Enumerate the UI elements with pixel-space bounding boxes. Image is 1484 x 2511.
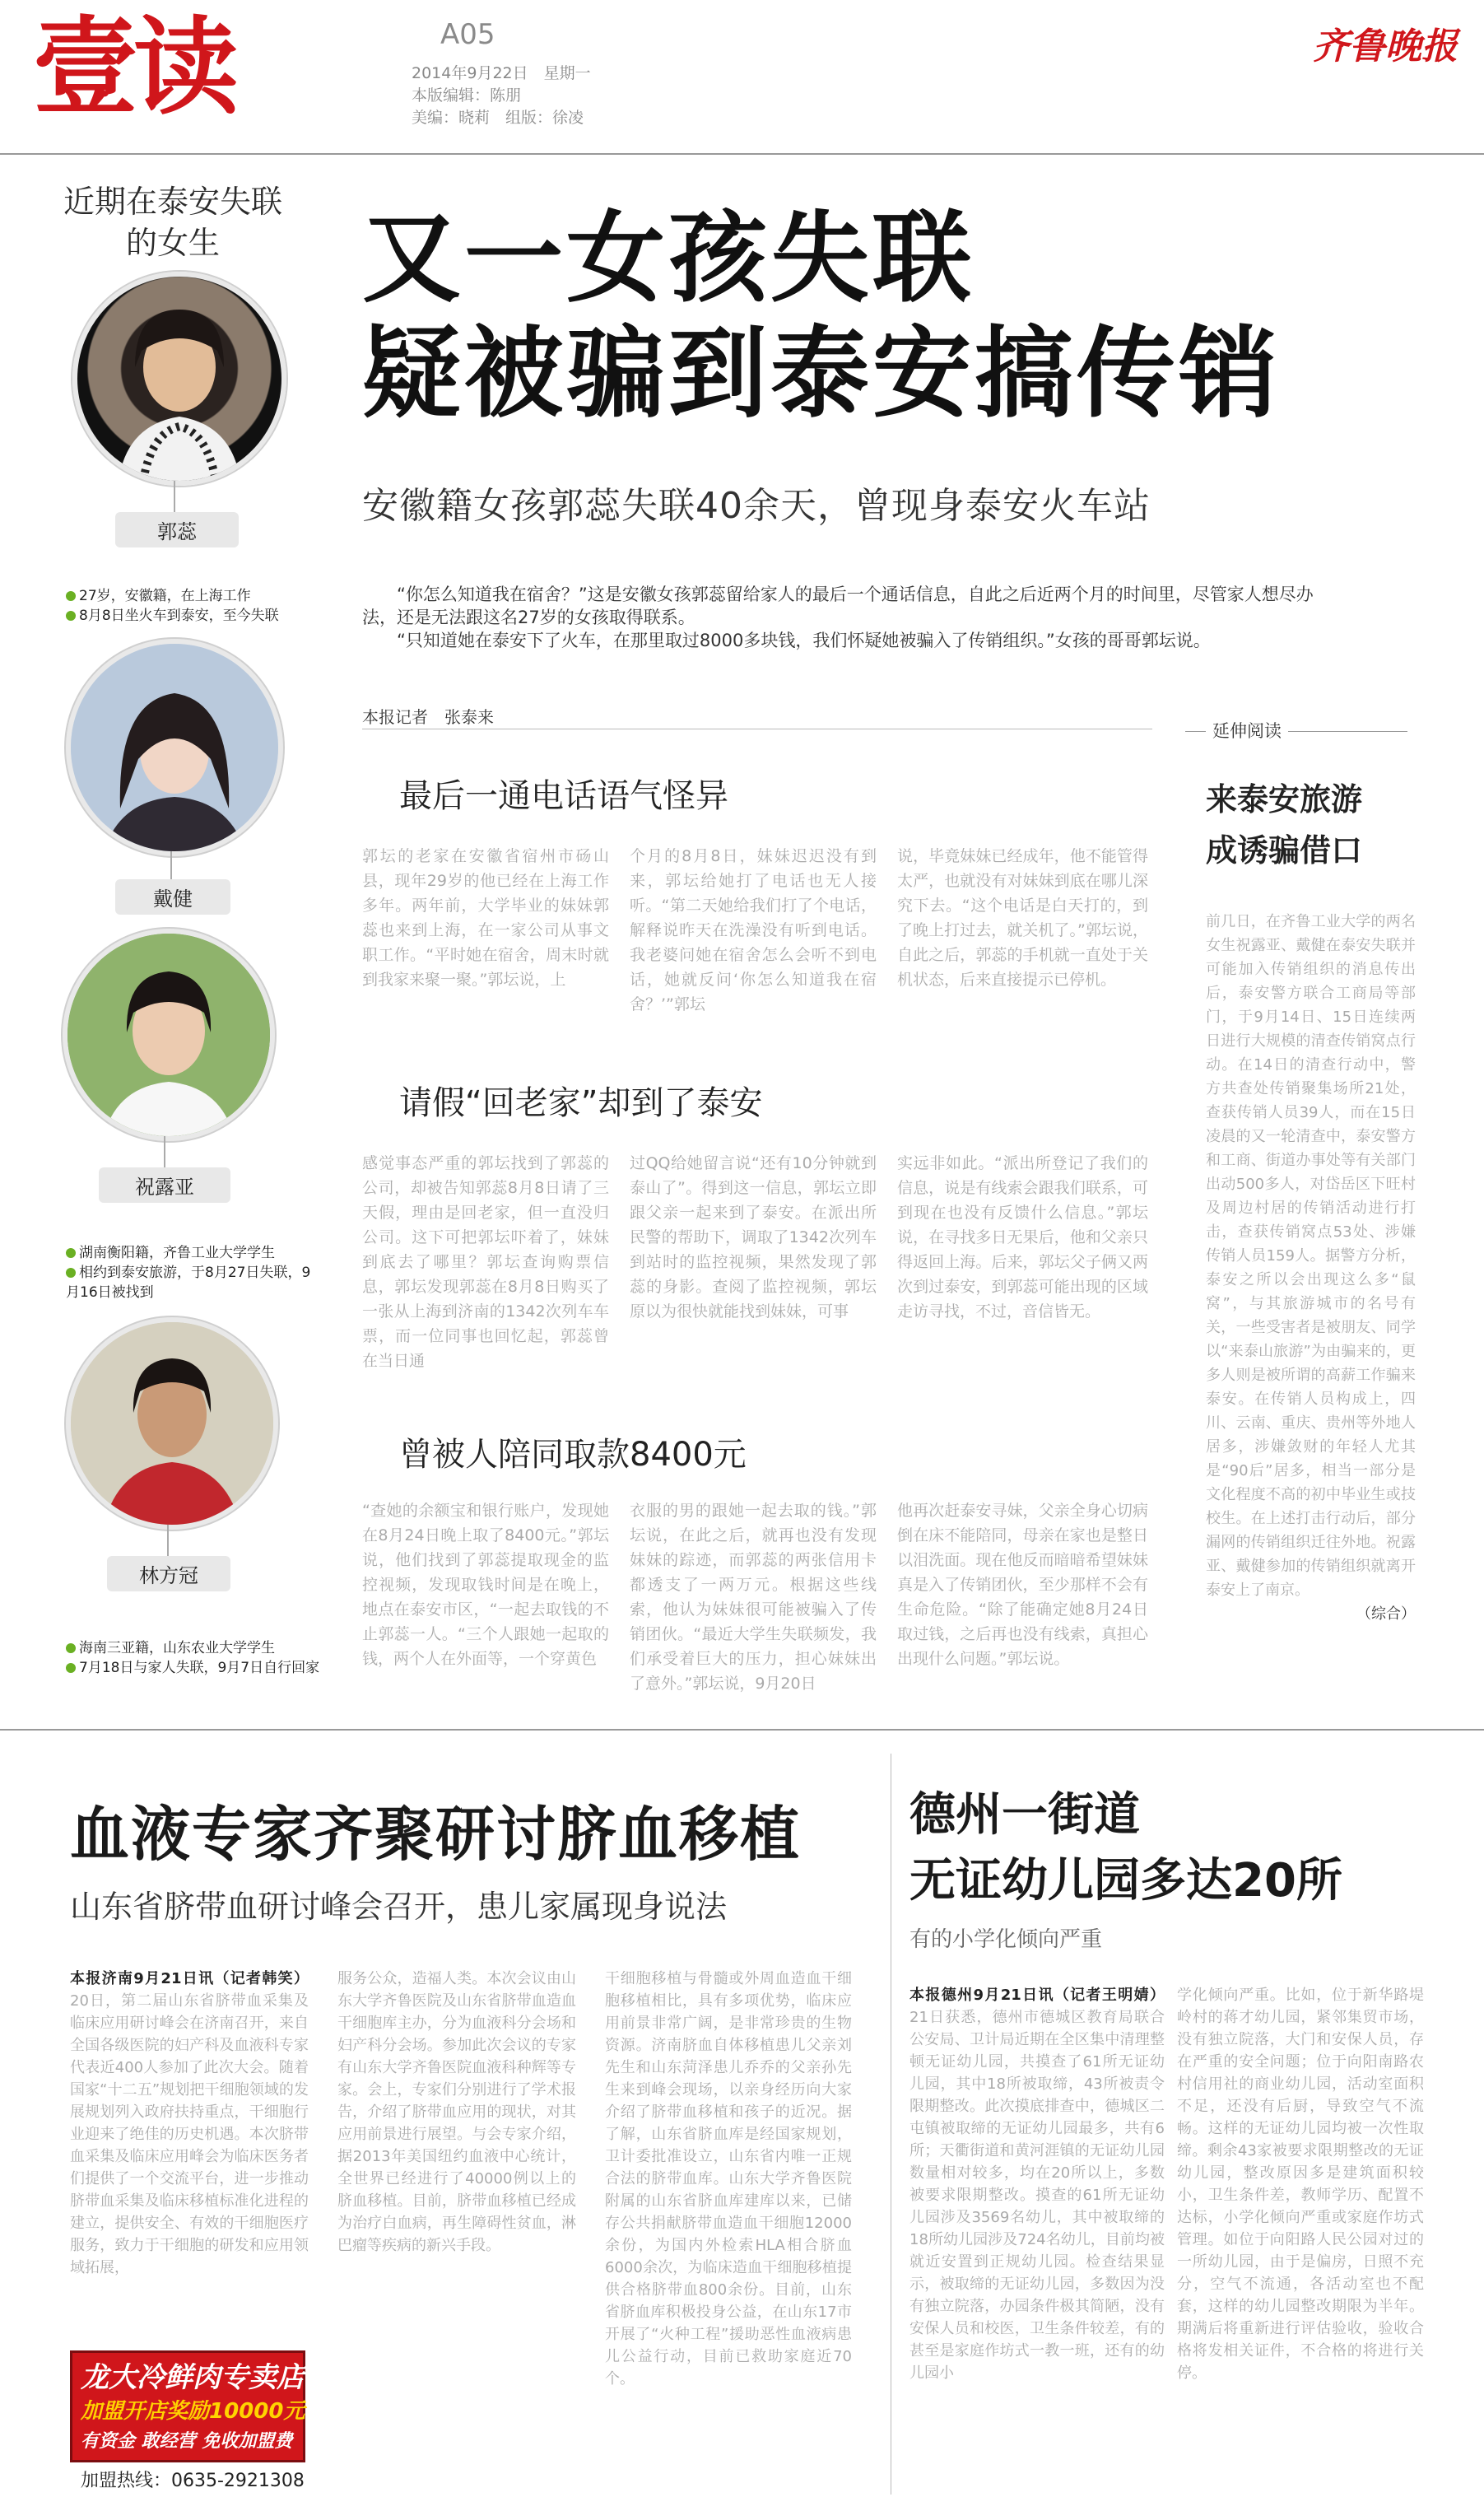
person-bio: 27岁，安徽籍，在上海工作 8月8日坐火车到泰安，至今失联 [66, 586, 313, 626]
person-bio: 湖南衡阳籍，齐鲁工业大学学生 相约到泰安旅游，于8月27日失联，9月16日被找到 [66, 1245, 311, 1301]
body-column: 感觉事态严重的郭坛找到了郭蕊的公司，却被告知郭蕊8月8日请了三天假，理由是回老家，但一直没归公司。这下可把郭坛吓着了，妹妹到底去了哪里？郭坛查询购票信息，郭坛发现郭蕊在8月8日购买了一张从上海到济南的1342次列车车票，而一位同事也回忆起，郭蕊曾在当日通 [362, 1154, 609, 1370]
page-number: A05 [440, 18, 495, 51]
headline-line: 疑被骗到泰安搞传销 [362, 317, 1281, 431]
section-divider [0, 1729, 1484, 1731]
person-silhouette-icon [67, 934, 270, 1136]
person-name: 戴健 [115, 879, 230, 915]
person-name: 祝露亚 [99, 1167, 230, 1203]
ad-offer: 加盟开店奖励10000元 [81, 2399, 305, 2424]
person-bio: 海南三亚籍，山东农业大学学生 7月18日与家人失联，9月7日自行回家 [66, 1638, 321, 1678]
portrait-photo [66, 1317, 278, 1530]
body-column: 服务公众，造福人类。本次会议由山东大学齐鲁医院及山东省脐带血造血干细胞库主办，分为血液科分会场和妇产科分会场。参加此次会议的专家有山东大学齐鲁医院血液科种辉等专家。会上，专家们分别进行了学术报告，介绍了脐带血应用的现状，对其应用前景进行展望。与会专家介绍，据2013年美国纽约血液中心统计，全世界已经进行了40000例以上的脐血移植。目前，脐带血移植已经成为治疗白血病，再生障碍性贫血，淋巴瘤等疾病的新兴手段。 [337, 1970, 576, 2254]
source-credit: （综合） [1356, 1605, 1416, 1623]
bullet-icon [66, 1643, 76, 1653]
dateline: 本报德州9月21日讯（记者王明婧） [909, 1987, 1165, 2004]
brand-logo: 齐鲁晚报 [1313, 26, 1458, 68]
portrait-photo [66, 639, 283, 856]
sidebar-title: 近期在泰安失联的女生 [63, 184, 282, 261]
header-divider [0, 153, 1484, 155]
body-column: 干细胞移植与骨髓或外周血造血干细胞移植相比，具有多项优势，临床应用前景非常广阔，是非常珍贵的生物资源。济南脐血自体移植患儿父亲刘先生和山东菏泽患儿乔乔的父亲孙先生来到峰会现场，以亲身经历向大家介绍了脐带血移植和孩子的近况。据了解，山东省脐血库是经国家规划，卫计委批准设立，山东省内唯一正规合法的脐带血库。山东大学齐鲁医院附属的山东省脐血库建库以来，已储存公共捐献脐带血造血干细胞12000余份，为国内外检索HLA相合脐血6000余次，为临床造血干细胞移植提供合格脐带血800余份。目前，山东省脐血库积极投身公益，在山东17市开展了“火种工程”援助恶性血液病患儿公益行动，目前已救助家庭近70个。 [605, 1970, 852, 2388]
portrait-photo [63, 929, 275, 1141]
portrait-photo [72, 272, 286, 486]
headline-line: 又一女孩失联 [362, 202, 975, 316]
ad-headline: 龙大冷鲜肉专卖店 [81, 2361, 305, 2394]
bullet-icon [66, 611, 76, 621]
connector-line [170, 851, 172, 881]
byline: 本报记者 张泰来 [362, 707, 494, 727]
story-subheadline: 山东省脐带血研讨峰会召开，患儿家属现身说法 [70, 1889, 728, 1925]
body-column: 郭坛的老家在安徽省宿州市砀山县，现年29岁的他已经在上海工作多年。两年前，大学毕业的妹妹郭蕊也来到上海，在一家公司从事文职工作。“平时她在宿舍，周末时就到我家来聚一聚。”郭坛说，上 [362, 847, 609, 989]
body-column: 学化倾向严重。比如，位于新华路堤岭村的蒋才幼儿园，紧邻集贸市场，没有独立院落，大门和安保人员，存在严重的安全问题；位于向阳南路农村信用社的商业幼儿园，活动室面积不足，还没有后厨，导致空气不流畅。这样的无证幼儿园均被一次性取缔。剩余43家被要求限期整改的无证幼儿园，整改原因多是建筑面积较小，卫生条件差，教师学历、配置不达标，小学化倾向严重或家庭作坊式管理。如位于向阳路人民公园对过的一所幼儿园，由于是偏房，日照不充分，空气不流通，各活动室也不配套，这样的幼儿园整改期限为半年。期满后将重新进行评估验收，验收合格将发相关证件，不合格的将进行关停。 [1177, 1987, 1424, 2382]
page-meta [412, 63, 591, 129]
connector-line [167, 1525, 169, 1558]
lead-text: “只知道她在泰安下了火车，在那里取过8000多块钱，我们怀疑她被骗入了传销组织。”女孩的哥哥郭坛说。 [397, 631, 1211, 650]
bullet-icon [66, 1663, 76, 1673]
ad-tagline: 有资金 敢经营 免收加盟费 [81, 2431, 293, 2452]
main-subheadline: 安徽籍女孩郭蕊失联40余天，曾现身泰安火车站 [362, 485, 1151, 527]
extended-reading-label: 延伸阅读 [1206, 718, 1288, 743]
person-silhouette-icon [71, 1322, 273, 1525]
story-subheadline: 有的小学化倾向严重 [909, 1927, 1103, 1952]
masthead: 壹读 [33, 7, 235, 129]
section-heading: 最后一通电话语气怪异 [399, 777, 728, 815]
body-column: 说，毕竟妹妹已经成年，他不能管得太严，也就没有对妹妹到底在哪儿深究下去。“这个电话是白天打的，到了晚上打过去，就关机了。”郭坛说，自此之后，郭蕊的手机就一直处于关机状态，后来直接提示已停机。 [897, 847, 1148, 989]
section-heading: 请假“回老家”却到了泰安 [399, 1084, 763, 1122]
connector-line [174, 481, 175, 514]
extended-reading-body: 前几日，在齐鲁工业大学的两名女生祝露亚、戴健在泰安失联并可能加入传销组织的消息传出后，泰安警方联合工商局等部门，于9月14日、15日连续两日进行大规模的清查传销窝点行动。在14日的清查行动中，警方共查处传销聚集场所21处，查获传销人员39人，而在15日凌晨的又一轮清查中，泰安警方和工商、街道办事处等有关部门出动500多人，对岱岳区下旺村及周边村居的传销活动进行打击，查获传销窝点53处、涉嫌传销人员159人。据警方分析，泰安之所以会出现这么多“鼠窝”，与其旅游城市的名号有关，一些受害者是被朋友、同学以“来泰山旅游”为由骗来的，更多人则是被所谓的高薪工作骗来泰安。在传销人员构成上，四川、云南、重庆、贵州等外地人居多，涉嫌敛财的年轻人尤其是“90后”居多，相当一部分是文化程度不高的初中毕业生或技校生。在上述打击行动后，部分漏网的传销组织迁往外地。祝露亚、戴健参加的传销组织就离开泰安上了南京。 （综合） [1206, 910, 1416, 1626]
connector-line [164, 1136, 165, 1169]
section-heading: 曾被人陪同取款8400元 [399, 1436, 747, 1474]
editor-credit: 本版编辑：陈朋 [412, 86, 522, 105]
dateline: 本报济南9月21日讯（记者韩笑） [70, 1970, 309, 1987]
bullet-icon [66, 1268, 76, 1278]
body-column: “查她的余额宝和银行账户，发现她在8月24日晚上取了8400元。”郭坛说，他们找到了郭蕊提取现金的监控视频，发现取钱时间是在晚上，地点在泰安市区，“一起去取钱的不止郭蕊一人。“三个人跟她一起取的钱，两个人在外面等，一个穿黄色 [362, 1502, 609, 1668]
lead-paragraph [362, 583, 1317, 652]
main-headline [362, 202, 1281, 432]
person-name: 郭蕊 [115, 512, 239, 547]
person-silhouette-icon [77, 277, 281, 481]
ad-phone: 加盟热线：0635-2921308 [81, 2471, 305, 2491]
body-column: 他再次赶泰安寻妹，父亲全身心切病倒在床不能陪同，母亲在家也是整日以泪洗面。现在他反而暗暗希望妹妹真是入了传销团伙，至少那样不会有生命危险。“除了能确定她8月24日取过钱，之后再也没有线索，真担心出现什么问题。”郭坛说。 [897, 1502, 1148, 1668]
person-silhouette-icon [71, 644, 278, 851]
person-name: 林方冠 [107, 1556, 230, 1591]
body-column: 衣服的男的跟她一起去取的钱。”郭坛说，在此之后，就再也没有发现妹妹的踪迹，而郭蕊的两张信用卡都透支了一两万元。根据这些线索，他认为妹妹很可能被骗入了传销团伙。“最近大学生失联频发，我们承受着巨大的压力，担心妹妹出了意外。”郭坛说，9月20日 [630, 1502, 877, 1693]
body-column: 本报济南9月21日讯（记者韩笑） 20日，第二届山东省脐带血采集及临床应用研讨峰会在济南召开，来自全国各级医院的妇产科及血液科专家代表近400人参加了此次大会。随着国家“十二五”规划把干细胞领域的发展规划列入政府扶持重点，干细胞行业迎来了绝佳的历史机遇。本次脐带血采集及临床应用峰会为临床医务者们提供了一个交流平台，进一步推动脐带血采集及临床移植标准化进程的建立，提供安全、有效的干细胞医疗服务，致力于干细胞的研发和应用领域拓展， [70, 1970, 309, 2276]
story-headline: 血液专家齐聚研讨脐血移植 [70, 1800, 802, 1869]
body-column: 实远非如此。“派出所登记了我们的信息，说是有线索会跟我们联系，可到现在也没有反馈什么信息。”郭坛说，在寻找多日无果后，他和父亲只得返回上海。后来，郭坛父子俩又两次到过泰安，到郭蕊可能出现的区域走访寻找，不过，音信皆无。 [897, 1154, 1148, 1321]
body-column: 过QQ给她留言说“还有10分钟就到泰山了”。得到这一信息，郭坛立即跟父亲一起来到了泰安。在派出所民警的帮助下，调取了1342次列车到站时的监控视频，果然发现了郭蕊的身影。查阅了监控视频，郭坛原以为很快就能找到妹妹，可事 [630, 1154, 877, 1321]
lead-text: “你怎么知道我在宿舍？”这是安徽女孩郭蕊留给家人的最后一个通话信息，自此之后近两个月的时间里，尽管家人想尽办法，还是无法跟这名27岁的女孩取得联系。 [362, 585, 1314, 627]
story-headline: 德州一街道 无证幼儿园多达20所 [909, 1788, 1342, 1908]
designer-credit: 美编：晓莉 组版：徐凌 [412, 109, 584, 127]
bullet-icon [66, 591, 76, 601]
extended-reading-title: 来泰安旅游 成诱骗借口 [1206, 781, 1363, 869]
body-column: 本报德州9月21日讯（记者王明婧） 21日获悉，德州市德城区教育局联合公安局、卫计局近期在全区集中清理整顿无证幼儿园，共摸查了61所无证幼儿园，其中18所被取缔，43所被责令限期整改。此次摸底排查中，德城区二屯镇被取缔的无证幼儿园最多，共有6所；天衢街道和黄河涯镇的无证幼儿园数量相对较多，均在20所以上，多数被要求限期整改。摸查的61所无证幼儿园涉及3569名幼儿，其中被取缔的18所幼儿园涉及724名幼儿，目前均被就近安置到正规幼儿园。检查结果显示，被取缔的无证幼儿园，多数因为没有独立院落，办园条件极其简陋，没有安保人员和校医，卫生条件较差，有的甚至是家庭作坊式一教一班，还有的幼儿园小 [909, 1987, 1165, 2382]
issue-date: 2014年9月22日 星期一 [412, 64, 591, 82]
bullet-icon [66, 1248, 76, 1258]
body-column: 个月的8月8日，妹妹迟迟没有到来，郭坛给她打了电话也无人接听。“第二天她给我们打了个电话，解释说昨天在洗澡没有听到电话。我老婆问她在宿舍怎么会听不到电话，她就反问‘你怎么知道我在宿舍？’”郭坛 [630, 847, 877, 1013]
